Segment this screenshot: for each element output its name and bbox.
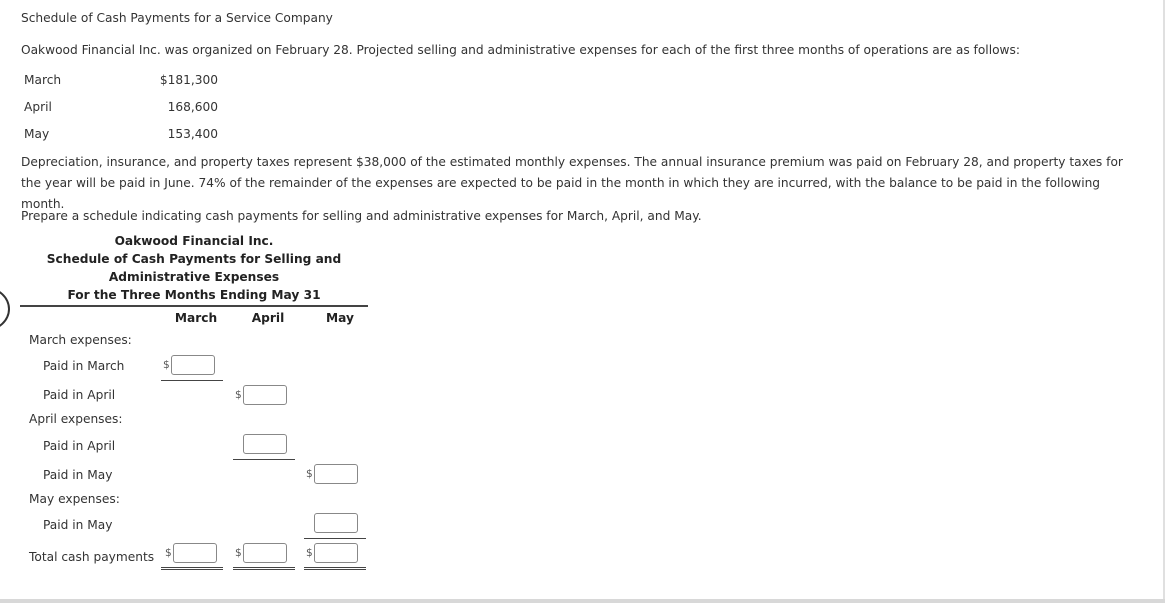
problem-intro: Oakwood Financial Inc. was organized on February 28. Projected selling and administrative expenses for each of the first three months of operations are as follows: — [21, 43, 1020, 57]
total-may-input[interactable] — [314, 543, 358, 563]
problem-title: Schedule of Cash Payments for a Service Company — [21, 11, 333, 25]
schedule-title-line2: Administrative Expenses — [108, 270, 280, 284]
subtotal-rule-april — [233, 459, 295, 460]
row-label-may-paid-may: Paid in May — [43, 518, 113, 532]
problem-details: Depreciation, insurance, and property taxes represent $38,000 of the estimated monthly expenses. The annual insurance premium was paid on February 28, and property taxes for the year will be paid in June. 74% of the remainder of the expenses are expected to be paid in the month in which they are incurred, with the balance to be paid in the following month. — [21, 155, 1123, 211]
may-paid-may-input[interactable] — [314, 513, 358, 533]
column-header-may: May — [326, 311, 354, 325]
dollar-sign: $ — [306, 547, 313, 559]
schedule-title-line1: Schedule of Cash Payments for Selling and — [46, 252, 342, 266]
expense-month-april: April — [24, 100, 52, 114]
expense-month-may: May — [24, 127, 50, 141]
bottom-border — [0, 599, 1165, 603]
side-panel-handle[interactable] — [0, 287, 10, 331]
row-label-march-paid-march: Paid in March — [43, 359, 125, 373]
dollar-sign: $ — [165, 547, 172, 559]
column-header-april: April — [251, 311, 285, 325]
row-label-april-paid-may: Paid in May — [43, 468, 113, 482]
total-march-input[interactable] — [173, 543, 217, 563]
total-double-rule-april — [233, 567, 295, 570]
april-paid-may-input[interactable] — [314, 464, 358, 484]
subtotal-rule-march — [161, 380, 223, 381]
total-double-rule-may — [304, 567, 366, 570]
problem-instruction: Prepare a schedule indicating cash payments for selling and administrative expenses for March, April, and May. — [21, 209, 702, 223]
schedule-period: For the Three Months Ending May 31 — [67, 288, 321, 302]
row-label-may-expenses: May expenses: — [29, 492, 120, 506]
row-label-total: Total cash payments — [29, 550, 155, 564]
expense-month-march: March — [24, 73, 62, 87]
expense-amount-april: 168,600 — [167, 100, 218, 114]
total-april-input[interactable] — [243, 543, 287, 563]
subtotal-rule-may — [304, 538, 366, 539]
dollar-sign: $ — [235, 389, 242, 401]
dollar-sign: $ — [163, 359, 170, 371]
april-paid-april-input[interactable] — [243, 434, 287, 454]
dollar-sign: $ — [306, 468, 313, 480]
march-paid-april-input[interactable] — [243, 385, 287, 405]
column-header-march: March — [174, 311, 218, 325]
row-label-april-paid-april: Paid in April — [43, 439, 116, 453]
row-label-march-expenses: March expenses: — [29, 333, 132, 347]
row-label-april-expenses: April expenses: — [29, 412, 123, 426]
expense-amount-march: $181,300 — [159, 73, 218, 87]
total-double-rule-march — [161, 567, 223, 570]
dollar-sign: $ — [235, 547, 242, 559]
march-paid-march-input[interactable] — [171, 355, 215, 375]
row-label-march-paid-april: Paid in April — [43, 388, 116, 402]
header-rule — [20, 305, 368, 307]
schedule-company: Oakwood Financial Inc. — [114, 234, 274, 248]
expense-amount-may: 153,400 — [167, 127, 218, 141]
